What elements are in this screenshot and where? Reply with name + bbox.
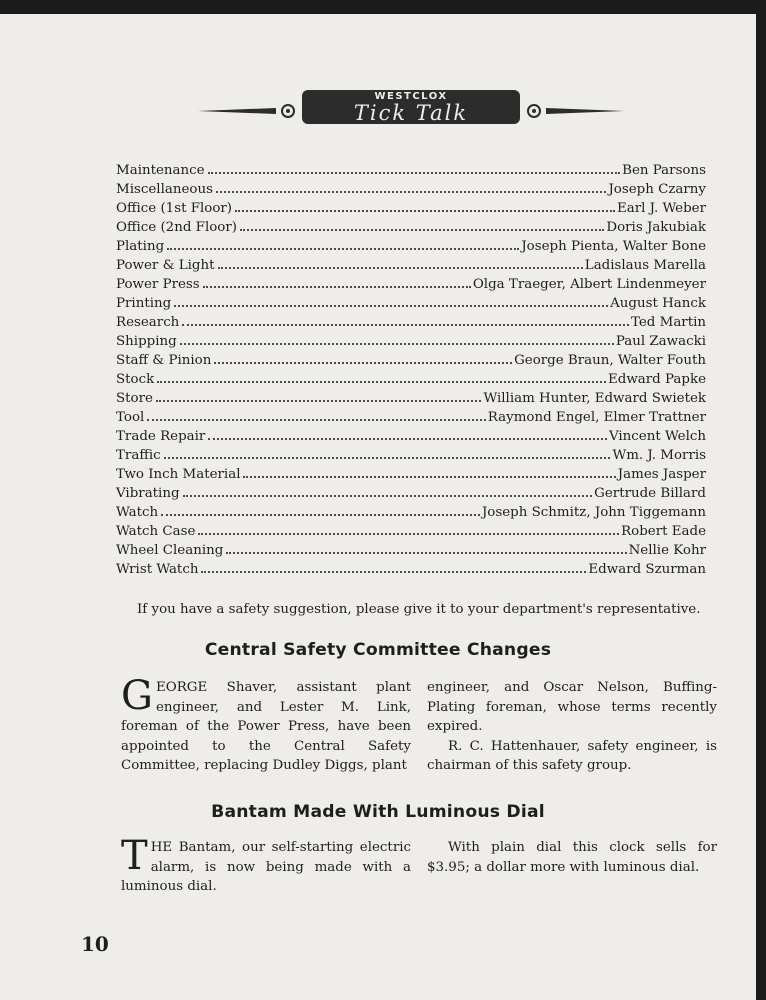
masthead: [198, 90, 624, 136]
article-bantam-right-column: [427, 838, 717, 877]
department-name: Power & Light: [116, 258, 215, 273]
list-item: [116, 465, 706, 484]
leader-dots: [161, 513, 480, 516]
representative-name: George Braun, Walter Fouth: [514, 353, 706, 368]
department-name: Shipping: [116, 334, 177, 349]
list-item: [116, 408, 706, 427]
department-name: Traffic: [116, 448, 161, 463]
department-name: Office (1st Floor): [116, 201, 233, 216]
department-name: Staff & Pinion: [116, 353, 212, 368]
department-name: Watch: [116, 505, 159, 520]
list-item: [116, 389, 706, 408]
representative-name: Earl J. Weber: [616, 201, 706, 216]
safety-suggestion-note: If you have a safety suggestion, please give it to your department's representative.: [137, 602, 701, 618]
representative-name: Nellie Kohr: [628, 543, 706, 558]
leader-dots: [240, 228, 604, 231]
leader-dots: [214, 361, 512, 364]
drop-cap: T: [121, 833, 148, 879]
representative-name: Joseph Pienta, Walter Bone: [521, 239, 706, 254]
representative-name: Robert Eade: [621, 524, 706, 539]
leader-dots: [157, 380, 606, 383]
leader-dots: [243, 475, 615, 478]
list-item: [116, 161, 706, 180]
department-name: Stock: [116, 372, 155, 387]
list-item: [116, 503, 706, 522]
article-paragraph: engineer, and Oscar Nelson, Buffing-Plating foreman, whose terms recently expired.: [427, 680, 717, 734]
drop-cap: G: [121, 673, 153, 719]
representative-name: Joseph Schmitz, John Tiggemann: [481, 505, 706, 520]
list-item: [116, 370, 706, 389]
department-name: Vibrating: [116, 486, 180, 501]
leader-dots: [208, 171, 621, 174]
department-name: Printing: [116, 296, 172, 311]
leader-dots: [182, 323, 629, 326]
representative-name: Doris Jakubiak: [606, 220, 706, 235]
list-item: [116, 256, 706, 275]
department-name: Trade Repair: [116, 429, 206, 444]
department-name: Wheel Cleaning: [116, 543, 224, 558]
representative-name: Paul Zawacki: [615, 334, 706, 349]
list-item: [116, 427, 706, 446]
list-item: [116, 199, 706, 218]
leader-dots: [216, 190, 606, 193]
leader-dots: [203, 285, 471, 288]
page-number: 10: [81, 932, 109, 956]
leader-dots: [147, 418, 485, 421]
article-text: HE Bantam, our self-starting electric alarm, is now being made with a luminous dial.: [121, 840, 411, 894]
representative-name: Ladislaus Marella: [584, 258, 706, 273]
representative-name: Edward Szurman: [588, 562, 706, 577]
article-safety-committee-left-column: [121, 673, 411, 776]
leader-dots: [174, 304, 608, 307]
clock-hand-left-icon: [198, 103, 302, 119]
list-item: [116, 560, 706, 579]
department-name: Research: [116, 315, 180, 330]
article-heading-bantam: Bantam Made With Luminous Dial: [211, 802, 545, 822]
leader-dots: [183, 494, 593, 497]
representative-name: Gertrude Billard: [594, 486, 706, 501]
department-name: Store: [116, 391, 153, 406]
leader-dots: [208, 437, 607, 440]
list-item: [116, 294, 706, 313]
leader-dots: [167, 247, 519, 250]
department-name: Plating: [116, 239, 165, 254]
department-name: Tool: [116, 410, 145, 425]
article-paragraph: R. C. Hattenhauer, safety engineer, is chairman of this safety group.: [427, 738, 717, 773]
representative-name: August Hanck: [610, 296, 706, 311]
list-item: [116, 275, 706, 294]
clock-hand-right-icon: [520, 103, 624, 119]
representative-name: Ben Parsons: [622, 163, 706, 178]
leader-dots: [164, 456, 611, 459]
leader-dots: [218, 266, 583, 269]
department-name: Two Inch Material: [116, 467, 241, 482]
article-paragraph: With plain dial this clock sells for $3.95; a dollar more with luminous dial.: [427, 840, 717, 875]
representative-name: Ted Martin: [630, 315, 706, 330]
page: [0, 14, 756, 1000]
department-name: Office (2nd Floor): [116, 220, 237, 235]
representative-name: Olga Traeger, Albert Lindenmeyer: [472, 277, 706, 292]
list-item: [116, 484, 706, 503]
leader-dots: [235, 209, 615, 212]
masthead-title: Tick Talk: [353, 101, 469, 125]
list-item: [116, 351, 706, 370]
representative-name: Vincent Welch: [608, 429, 706, 444]
list-item: [116, 313, 706, 332]
department-name: Power Press: [116, 277, 200, 292]
leader-dots: [201, 570, 586, 573]
representative-name: James Jasper: [617, 467, 706, 482]
representative-name: Edward Papke: [607, 372, 706, 387]
list-item: [116, 180, 706, 199]
article-heading-safety-committee: Central Safety Committee Changes: [204, 640, 552, 660]
leader-dots: [180, 342, 614, 345]
masthead-brand: WESTCLOX: [374, 91, 448, 102]
representative-name: William Hunter, Edward Swietek: [483, 391, 706, 406]
department-name: Miscellaneous: [116, 182, 213, 197]
list-item: [116, 237, 706, 256]
list-item: [116, 446, 706, 465]
masthead-banner: [302, 90, 520, 124]
article-paragraph: [121, 673, 411, 776]
article-text: EORGE Shaver, assistant plant engineer, and Lester M. Link, foreman of the Power Press, have been appointed to the Central Safety Committee, replacing Dudley Diggs, plant: [121, 680, 411, 773]
leader-dots: [198, 532, 619, 535]
list-item: [116, 332, 706, 351]
list-item: [116, 541, 706, 560]
article-bantam-left-column: [121, 833, 411, 897]
list-item: [116, 522, 706, 541]
article-paragraph: [121, 833, 411, 897]
department-name: Watch Case: [116, 524, 196, 539]
article-safety-committee-right-column: [427, 678, 717, 776]
department-name: Maintenance: [116, 163, 205, 178]
list-item: [116, 218, 706, 237]
representatives-list: [116, 161, 706, 579]
representative-name: Joseph Czarny: [608, 182, 706, 197]
representative-name: Raymond Engel, Elmer Trattner: [487, 410, 706, 425]
leader-dots: [226, 551, 626, 554]
department-name: Wrist Watch: [116, 562, 199, 577]
representative-name: Wm. J. Morris: [612, 448, 706, 463]
leader-dots: [156, 399, 481, 402]
